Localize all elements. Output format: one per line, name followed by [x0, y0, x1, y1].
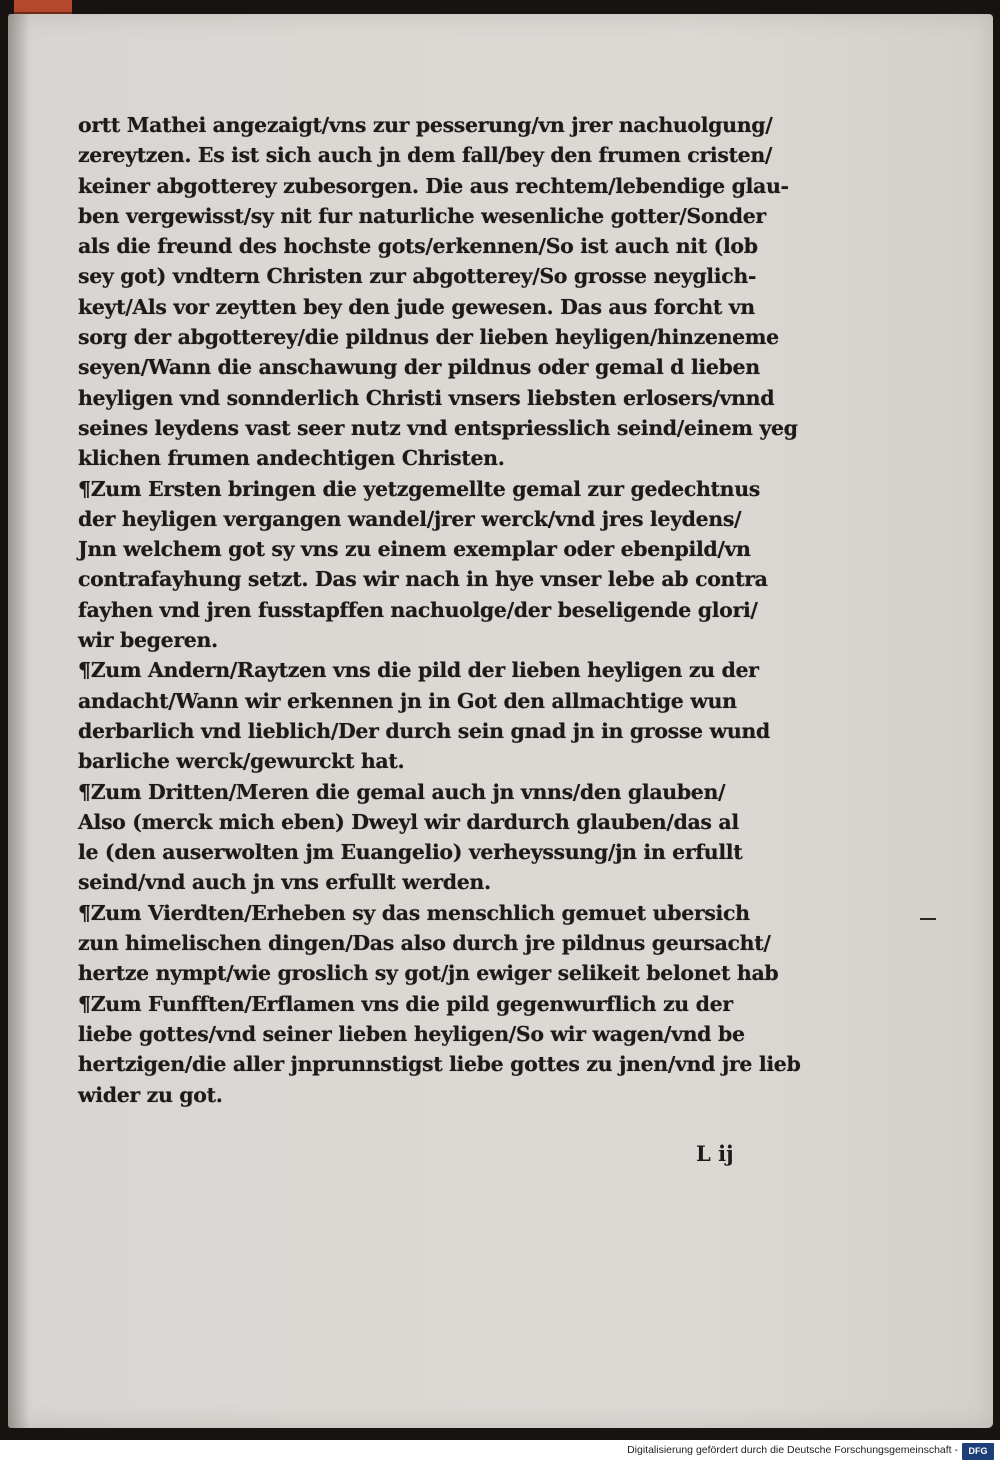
paragraph-first-line: ¶Zum Funfften/Erflamen vns die pild gegenwurflich zu der: [78, 991, 733, 1016]
text-line: keiner abgotterey zubesorgen. Die aus rechtem/lebendige glau-: [78, 173, 789, 198]
text-line: ortt Mathei angezaigt/vns zur pesserung/vn jrer nachuolgung/: [78, 113, 773, 137]
text-line: hertzigen/die aller jnprunnstigst liebe gottes zu jnen/vnd jre lieb: [78, 1052, 801, 1077]
text-line: heyligen vnd sonnderlich Christi vnsers liebsten erlosers/vnnd: [78, 385, 775, 410]
text-line: ben vergewisst/sy nit fur naturliche wesenliche gotter/Sonder: [78, 203, 766, 228]
text-line: barliche werck/gewurckt hat.: [78, 749, 405, 774]
text-line: der heyligen vergangen wandel/jrer werck/vnd jres leydens/: [78, 506, 742, 531]
book-page: [8, 14, 993, 1428]
text-line: Also (merck mich eben) Dweyl wir dardurch glauben/das al: [78, 809, 739, 834]
text-line: contrafayhung setzt. Das wir nach in hye vnser lebe ab contra: [78, 567, 768, 592]
dfg-logo-icon: DFG: [962, 1443, 994, 1460]
text-line: derbarlich vnd lieblich/Der durch sein gnad jn in grosse wund: [78, 718, 770, 743]
text-line: sorg der abgotterey/die pildnus der lieben heyligen/hinzeneme: [78, 325, 779, 350]
text-line: wider zu got.: [78, 1082, 223, 1107]
text-line: hertze nympt/wie groslich sy got/jn ewiger selikeit belonet hab: [78, 961, 779, 986]
text-line: seind/vnd auch jn vns erfullt werden.: [78, 870, 491, 895]
margin-dash: [920, 918, 936, 920]
text-line: keyt/Als vor zeytten bey den jude gewesen. Das aus forcht vn: [78, 294, 755, 319]
spine-shadow: [8, 14, 30, 1428]
footer-bar: [0, 1440, 1000, 1464]
text-line: als die freund des hochste gots/erkennen/So ist auch nit (lob: [78, 234, 758, 259]
text-line: klichen frumen andechtigen Christen.: [78, 446, 505, 471]
text-line: zereytzen. Es ist sich auch jn dem fall/bey den frumen cristen/: [78, 143, 773, 168]
text-line: zun himelischen dingen/Das also durch jre pildnus geursacht/: [78, 931, 771, 956]
book-edge-tab: [14, 0, 72, 14]
page-text-block: [78, 110, 818, 1110]
text-line: Jnn welchem got sy vns zu einem exemplar oder ebenpild/vn: [78, 537, 751, 562]
text-line: seines leydens vast seer nutz vnd entspriesslich seind/einem yeg: [78, 415, 798, 440]
signature-mark: L ij: [696, 1141, 734, 1166]
text-line: seyen/Wann die anschawung der pildnus oder gemal d lieben: [78, 355, 760, 380]
text-line: sey got) vndtern Christen zur abgotterey/So grosse neyglich-: [78, 264, 757, 289]
paragraph-first-line: ¶Zum Ersten bringen die yetzgemellte gemal zur gedechtnus: [78, 476, 760, 501]
text-line: wir begeren.: [78, 628, 218, 653]
paragraph-first-line: ¶Zum Vierdten/Erheben sy das menschlich gemuet ubersich: [78, 900, 750, 925]
paragraph-first-line: ¶Zum Andern/Raytzen vns die pild der lieben heyligen zu der: [78, 658, 759, 683]
paragraph-first-line: ¶Zum Dritten/Meren die gemal auch jn vnns/den glauben/: [78, 779, 726, 804]
text-line: liebe gottes/vnd seiner lieben heyligen/So wir wagen/vnd be: [78, 1021, 745, 1046]
text-line: andacht/Wann wir erkennen jn in Got den allmachtige wun: [78, 688, 737, 713]
text-line: le (den auserwolten jm Euangelio) verheyssung/jn in erfullt: [78, 840, 743, 865]
funding-credit: Digitalisierung gefördert durch die Deutsche Forschungsgemeinschaft -: [627, 1444, 958, 1456]
text-line: fayhen vnd jren fusstapffen nachuolge/der beseligende glori/: [78, 597, 758, 622]
